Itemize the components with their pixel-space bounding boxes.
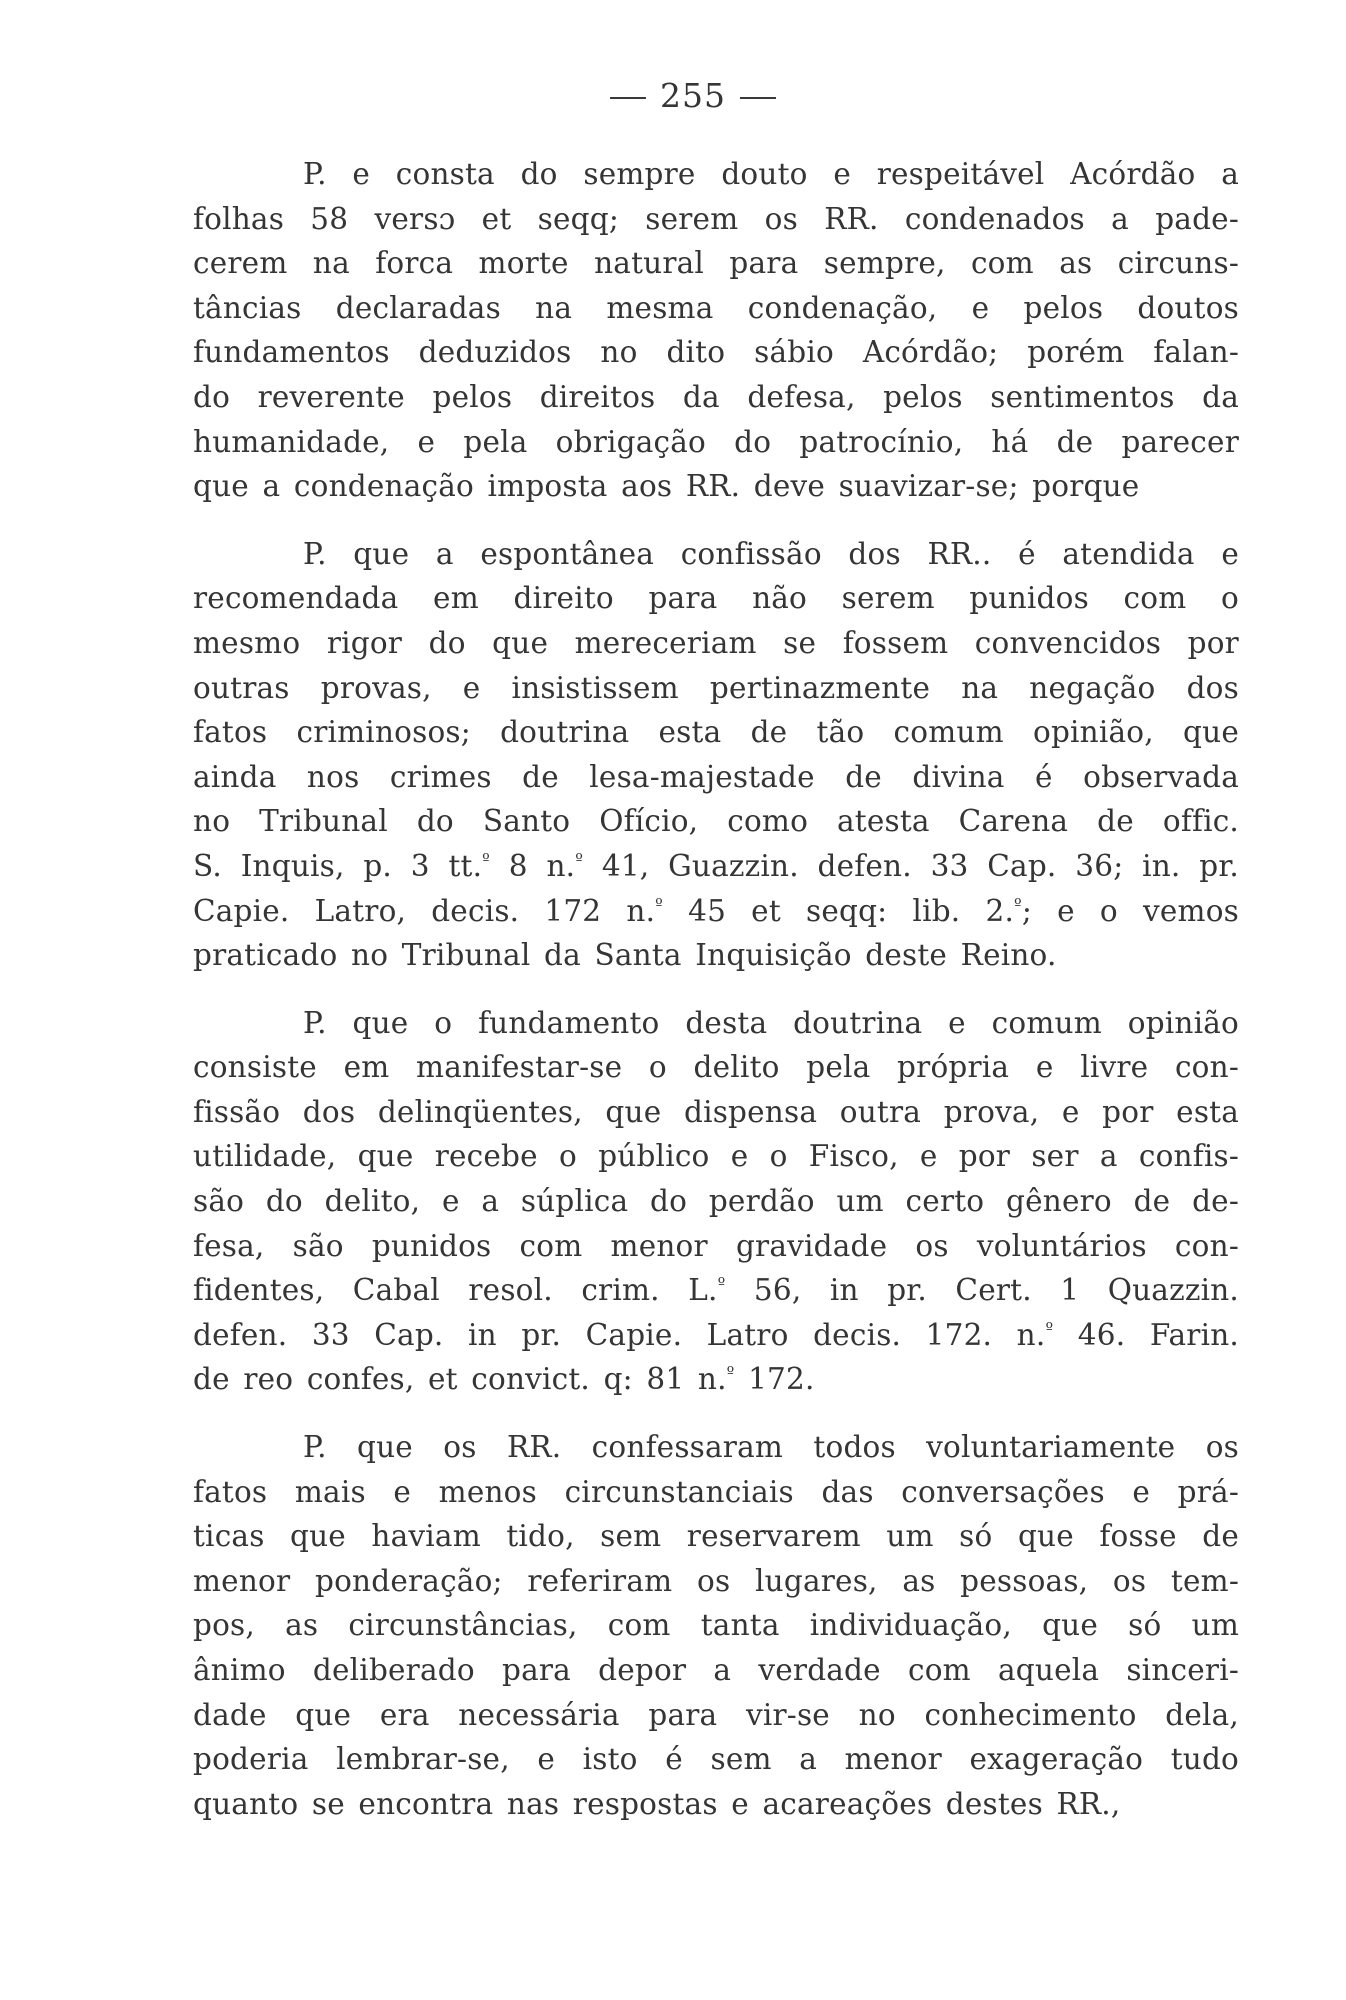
text-line: tâncias declaradas na mesma condenação, e pelos doutos [193,290,1239,325]
paragraph [193,152,1239,509]
text-line: consiste em manifestar-se o delito pela própria e livre con- [193,1050,1239,1085]
text-line: que a condenação imposta aos RR. deve suavizar-se; porque [193,469,1140,504]
page-number [0,76,1346,116]
ordinal-indicator: º [717,1273,726,1293]
page-number-dash-left [610,97,646,99]
paragraph [193,1425,1239,1826]
text-line: recomendada em direito para não serem punidos com o [193,581,1239,616]
text-line: mesmo rigor do que mereceriam se fossem convencidos por [193,625,1239,660]
text-line: fatos criminosos; doutrina esta de tão comum opinião, que [193,715,1239,750]
page-number-dash-right [740,97,776,99]
text-line: utilidade, que recebe o público e o Fisco, e por ser a confis- [193,1139,1239,1174]
text-line: P. e consta do sempre douto e respeitável Acórdão a [303,157,1239,191]
ordinal-indicator: º [1045,1318,1054,1338]
body-text [193,152,1239,1849]
text-line: fidentes, Cabal resol. crim. L.$^º$ 56, in pr. Cert. 1 Quazzin. [193,1273,1239,1308]
text-line: outras provas, e insistissem pertinazmente na negação dos [193,670,1239,705]
text-line: menor ponderação; referiram os lugares, as pessoas, os tem- [193,1563,1239,1598]
ordinal-indicator: º [726,1363,735,1383]
text-line: dade que era necessária para vir-se no conhecimento dela, [193,1697,1239,1732]
page-number-value: 255 [660,76,726,115]
text-line: no Tribunal do Santo Ofício, como atesta Carena de offic. [193,804,1239,839]
text-line: fesa, são punidos com menor gravidade os voluntários con- [193,1228,1239,1263]
ordinal-indicator: º [482,849,490,869]
text-line: quanto se encontra nas respostas e acareações destes RR., [193,1786,1121,1821]
text-line: humanidade, e pela obrigação do patrocínio, há de parecer [193,424,1239,459]
ordinal-indicator: º [655,894,663,914]
paragraph [193,532,1239,978]
text-line: folhas 58 versɔ et seqq; serem os RR. condenados a pade- [193,201,1239,236]
text-line: S. Inquis, p. 3 tt.$^º$ 8 n.$^º$ 41, Guazzin. defen. 33 Cap. 36; in. pr. [193,848,1239,883]
text-line: P. que a espontânea confissão dos RR.. é atendida e [303,536,1239,571]
text-line: ticas que haviam tido, sem reservarem um só que fosse de [193,1519,1239,1554]
text-line: pos, as circunstâncias, com tanta individuação, que só um [193,1608,1239,1643]
text-line: cerem na forca morte natural para sempre, com as circuns- [193,246,1239,281]
text-line: ânimo deliberado para depor a verdade com aquela sinceri- [193,1653,1239,1687]
text-line: poderia lembrar-se, e isto é sem a menor exageração tudo [193,1742,1239,1777]
text-line: P. que o fundamento desta doutrina e comum opinião [303,1005,1239,1040]
text-line: P. que os RR. confessaram todos voluntariamente os [303,1430,1239,1465]
text-line: de reo confes, et convict. q: 81 n.$^º$ 172. [193,1362,815,1397]
text-line: Capie. Latro, decis. 172 n.$^º$ 45 et seqq: lib. 2.$^º$; e o vemos [193,893,1239,928]
text-line: fundamentos deduzidos no dito sábio Acórdão; porém falan- [193,335,1239,370]
text-line: do reverente pelos direitos da defesa, pelos sentimentos da [193,379,1239,414]
ordinal-indicator: º [1014,894,1022,914]
ordinal-indicator: º [575,849,584,869]
text-line: fissão dos delinqüentes, que dispensa outra prova, e por esta [193,1094,1239,1129]
text-line: defen. 33 Cap. in pr. Capie. Latro decis. 172. n.$^º$ 46. Farin. [193,1317,1239,1352]
paragraph [193,1001,1239,1402]
text-line: praticado no Tribunal da Santa Inquisição deste Reino. [193,938,1057,973]
text-line: ainda nos crimes de lesa-majestade de divina é observada [193,759,1239,794]
text-line: são do delito, e a súplica do perdão um certo gênero de de- [193,1184,1239,1219]
text-line: fatos mais e menos circunstanciais das conversações e prá- [193,1474,1239,1509]
